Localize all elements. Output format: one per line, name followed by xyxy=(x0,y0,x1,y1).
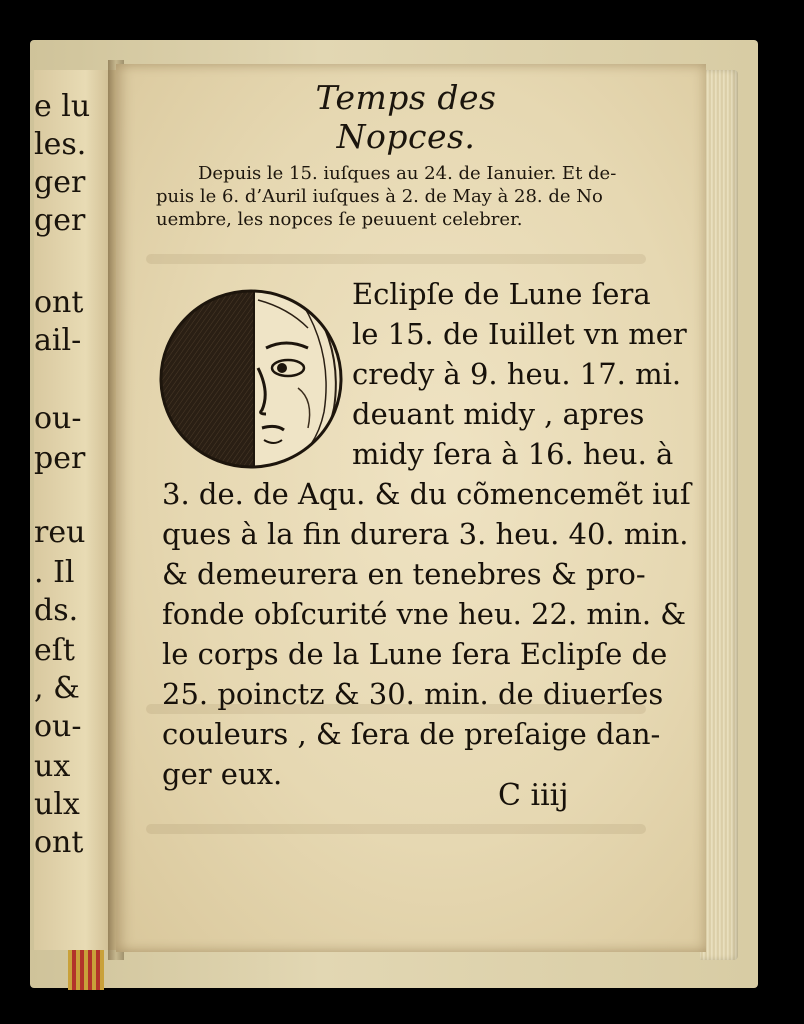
signature-mark: C iiij xyxy=(498,778,569,813)
left-page-fragment: ou- xyxy=(34,401,82,436)
intro-line: puis le 6. d’Auril iuſques à 2. de May à 28. de No xyxy=(156,186,603,207)
show-through xyxy=(146,824,646,834)
left-page-fragment: per xyxy=(34,441,86,476)
left-page-fragment: e lu xyxy=(34,89,91,124)
show-through xyxy=(146,254,646,264)
left-page-fragment: ont xyxy=(34,285,84,320)
body-line: deuant midy , apres xyxy=(352,397,645,431)
left-page-fragment: ail- xyxy=(34,323,82,358)
intro-line: uembre, les nopces ſe peuuent celebrer. xyxy=(156,209,523,230)
body-line: le corps de la Lune ſera Eclipſe de xyxy=(162,637,668,671)
bookmark-ribbon xyxy=(68,950,104,990)
body-line: 25. poinctz & 30. min. de diuerſes xyxy=(162,677,664,711)
body-line: fonde obſcurité vne heu. 22. min. & xyxy=(162,597,687,631)
body-line: le 15. de Iuillet vn mer xyxy=(352,317,687,351)
body-line: 3. de. de Aqu. & du cõmencemẽt iuſ xyxy=(162,477,691,511)
left-page-fragment: . Il xyxy=(34,555,75,590)
left-page-fragment: reu xyxy=(34,515,86,550)
main-page xyxy=(116,64,706,952)
left-page-fragment: ulx xyxy=(34,787,80,822)
left-page-fragment: , & xyxy=(34,671,80,706)
left-page-fragment: les. xyxy=(34,127,87,162)
body-line: & demeurera en tenebres & pro- xyxy=(162,557,646,591)
left-page-fragment: ger xyxy=(34,165,86,200)
body-line: Eclipſe de Lune ſera xyxy=(352,277,651,311)
left-page-fragment: ou- xyxy=(34,709,82,744)
body-line: ques à la fin durera 3. heu. 40. min. xyxy=(162,517,689,551)
intro-line: Depuis le 15. iuſques au 24. de Ianuier. Et de- xyxy=(198,163,617,184)
left-page-fragment: eſt xyxy=(34,633,75,668)
body-line: midy ſera à 16. heu. à xyxy=(352,437,674,471)
intro-paragraph xyxy=(156,162,686,231)
body-line: couleurs , & ſera de preſaige dan- xyxy=(162,717,661,751)
running-title: Temps des Nopces. xyxy=(315,78,497,156)
left-page-fragment: ds. xyxy=(34,593,79,628)
body-line: ger eux. xyxy=(162,757,283,791)
left-page-fragment: ont xyxy=(34,825,84,860)
left-page-fragment: ux xyxy=(34,749,71,784)
body-line: credy à 9. heu. 17. mi. xyxy=(352,357,682,391)
eclipsed-moon-icon xyxy=(158,288,344,470)
left-page-fragment: ger xyxy=(34,203,86,238)
